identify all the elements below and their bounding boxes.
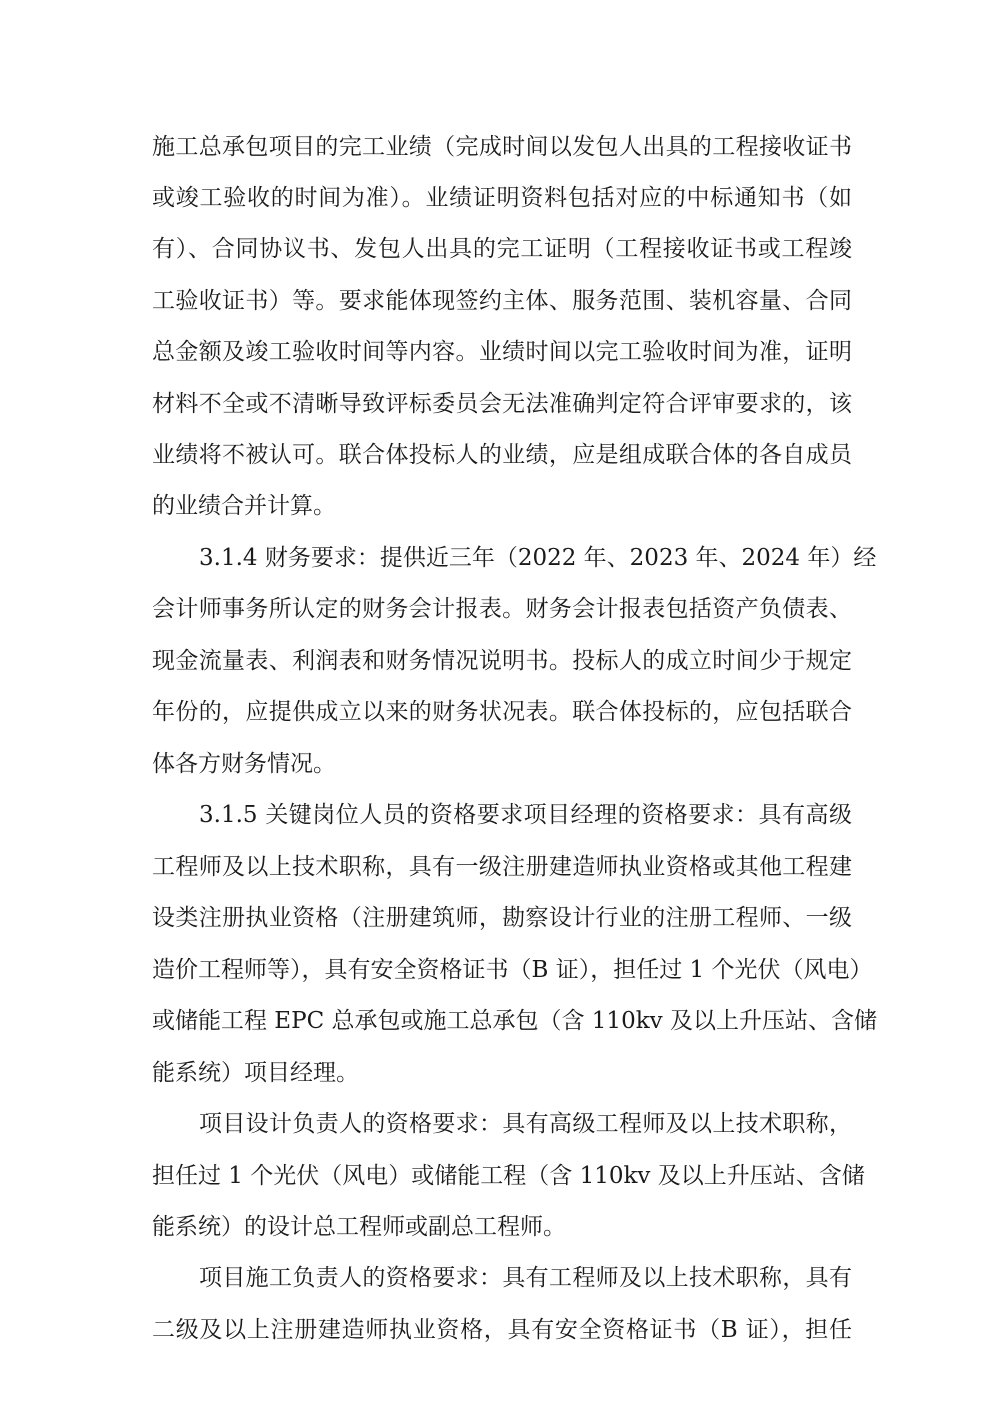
text-line: 会计师事务所认定的财务会计报表。财务会计报表包括资产负债表、 — [152, 596, 852, 622]
text-line: 年份的，应提供成立以来的财务状况表。联合体投标的，应包括联合 — [152, 699, 852, 725]
paragraph-start-line: 项目施工负责人的资格要求：具有工程师及以上技术职称，具有 — [199, 1265, 852, 1291]
text-line: 能系统）的设计总工程师或副总工程师。 — [152, 1214, 566, 1240]
text-line: 工程师及以上技术职称，具有一级注册建造师执业资格或其他工程建 — [152, 854, 852, 880]
text-line: 业绩将不被认可。联合体投标人的业绩，应是组成联合体的各自成员 — [152, 442, 852, 468]
text-line: 的业绩合并计算。 — [152, 493, 336, 519]
paragraph-start-line: 项目设计负责人的资格要求：具有高级工程师及以上技术职称， — [199, 1111, 852, 1137]
text-line: 现金流量表、利润表和财务情况说明书。投标人的成立时间少于规定 — [152, 648, 852, 674]
text-line: 能系统）项目经理。 — [152, 1060, 359, 1086]
text-line: 施工总承包项目的完工业绩（完成时间以发包人出具的工程接收证书 — [152, 134, 852, 160]
text-line: 或储能工程 EPC 总承包或施工总承包（含 110kv 及以上升压站、含储 — [152, 1008, 877, 1034]
paragraph-start-line: 3.1.5 关键岗位人员的资格要求项目经理的资格要求：具有高级 — [199, 802, 852, 828]
text-line: 设类注册执业资格（注册建筑师，勘察设计行业的注册工程师、一级 — [152, 905, 852, 931]
text-line: 体各方财务情况。 — [152, 751, 336, 777]
paragraph-start-line: 3.1.4 财务要求：提供近三年（2022 年、2023 年、2024 年）经 — [199, 545, 877, 571]
text-line: 担任过 1 个光伏（风电）或储能工程（含 110kv 及以上升压站、含储 — [152, 1163, 865, 1189]
text-line: 或竣工验收的时间为准）。业绩证明资料包括对应的中标通知书（如 — [152, 185, 852, 211]
text-line: 工验收证书）等。要求能体现签约主体、服务范围、装机容量、合同 — [152, 288, 852, 314]
text-line: 二级及以上注册建造师执业资格，具有安全资格证书（B 证），担任 — [152, 1317, 852, 1343]
text-line: 造价工程师等），具有安全资格证书（B 证），担任过 1 个光伏（风电） — [152, 957, 873, 983]
text-line: 总金额及竣工验收时间等内容。业绩时间以完工验收时间为准，证明 — [152, 339, 852, 365]
text-line: 有）、合同协议书、发包人出具的完工证明（工程接收证书或工程竣 — [152, 236, 852, 262]
text-line: 材料不全或不清晰导致评标委员会无法准确判定符合评审要求的，该 — [152, 391, 852, 417]
